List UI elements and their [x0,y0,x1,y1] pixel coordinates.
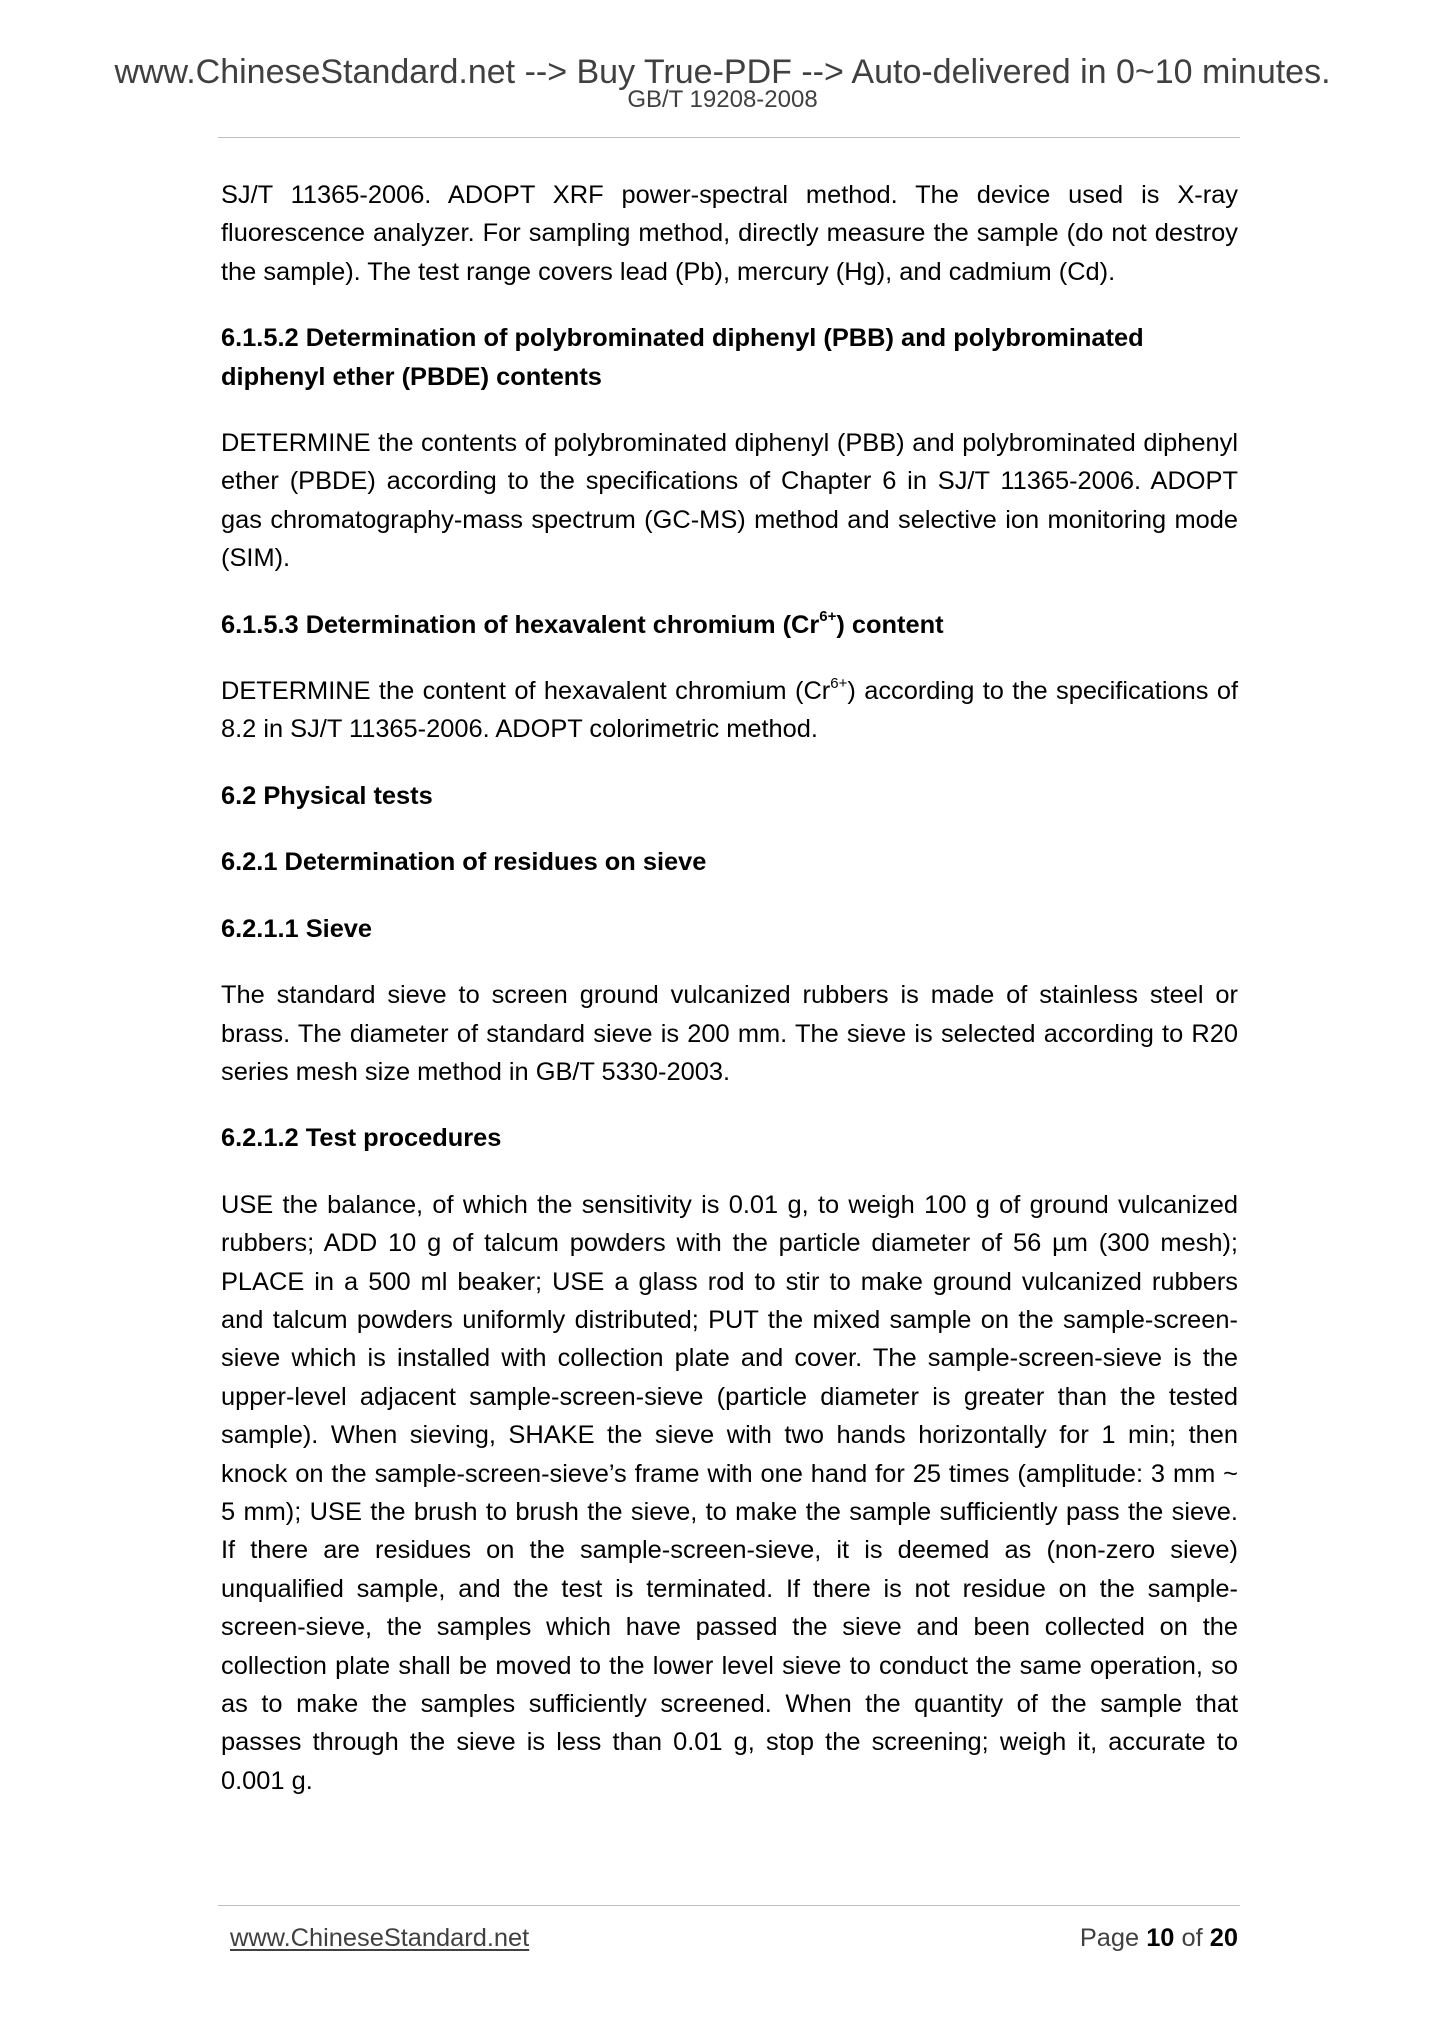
paragraph-test-procedures: USE the balance, of which the sensitivity is 0.01 g, to weigh 100 g of ground vulcanized rubbers; ADD 10 g of talcum powders with the particle diameter of 56 µm (300 mesh); PLACE in a 500 ml beaker; USE a glass rod to stir to make ground vulcanized rubbers and talcum powders uniformly distributed; PUT the mixed sample on the sample-screen-sieve which is installed with collection plate and cover. The sample-screen-sieve is the upper-level adjacent sample-screen-sieve (particle diameter is greater than the tested sample). When sieving, SHAKE the sieve with two hands horizontally for 1 min; then knock on the sample-screen-sieve’s frame with one hand for 25 times (amplitude: 3 mm ~ 5 mm); USE the brush to brush the sieve, to make the sample sufficiently pass the sieve. If there are residues on the sample-screen-sieve, it is deemed as (non-zero sieve) unqualified sample, and the test is terminated. If there is not residue on the sample-screen-sieve, the samples which have passed the sieve and been collected on the collection plate shall be moved to the lower level sieve to conduct the same operation, so as to make the samples sufficiently screened. When the quantity of the sample that passes through the sieve is less than 0.01 g, stop the screening; weigh it, accurate to 0.001 g. [221,1190,1238,1795]
heading-text: 6.1.5.3 Determination of hexavalent chromium (Cr [221,610,820,639]
heading-6-2-1: 6.2.1 Determination of residues on sieve [221,848,707,877]
heading-6-1-5-3 [221,606,1238,644]
paragraph-text-end: ) according to the specifications of 8.2 in SJ/T 11365-2006. ADOPT colorimetric method. [221,677,1238,744]
site-banner: www.ChineseStandard.net --> Buy True-PDF --> Auto-delivered in 0~10 minutes. [114,53,1331,91]
paragraph-text: DETERMINE the content of hexavalent chromium (Cr [221,677,831,706]
superscript: 6+ [830,674,848,692]
heading-6-2-1-2: 6.2.1.2 Test procedures [221,1124,502,1153]
footer-site-link[interactable]: www.ChineseStandard.net [230,1924,530,1952]
heading-6-2-1-1: 6.2.1.1 Sieve [221,914,373,943]
page-total: 20 [1209,1924,1238,1952]
page-word: Page [1079,1924,1140,1952]
paragraph-pbb-pbde: DETERMINE the contents of polybrominated diphenyl (PBB) and polybrominated diphenyl ether (PBDE) according to the specifications of Chapter 6 in SJ/T 11365-2006. ADOPT gas chromatography-mass spectrum (GC-MS) method and selective ion monitoring mode (SIM). [221,429,1238,573]
header-divider [218,137,1240,138]
footer-divider [218,1905,1240,1906]
document-id: GB/T 19208-2008 [627,86,818,113]
page-indicator [1080,1924,1238,1953]
page-content [221,176,1238,1800]
heading-6-1-5-2: 6.1.5.2 Determination of polybrominated diphenyl (PBB) and polybrominated diphenyl ether (PBDE) contents [221,324,1144,391]
paragraph-sieve: The standard sieve to screen ground vulcanized rubbers is made of stainless steel or brass. The diameter of standard sieve is 200 mm. The sieve is selected according to R20 series mesh size method in GB/T 5330-2003. [221,981,1238,1086]
heading-text-end: ) content [836,610,944,639]
superscript: 6+ [819,608,837,626]
page-of: of [1181,1924,1203,1952]
heading-6-2: 6.2 Physical tests [221,781,433,810]
paragraph-hexavalent-chromium [221,672,1238,749]
page-current: 10 [1146,1924,1175,1952]
paragraph-xrf-method: SJ/T 11365-2006. ADOPT XRF power-spectral method. The device used is X-ray fluorescence analyzer. For sampling method, directly measure the sample (do not destroy the sample). The test range covers lead (Pb), mercury (Hg), and cadmium (Cd). [221,181,1238,286]
